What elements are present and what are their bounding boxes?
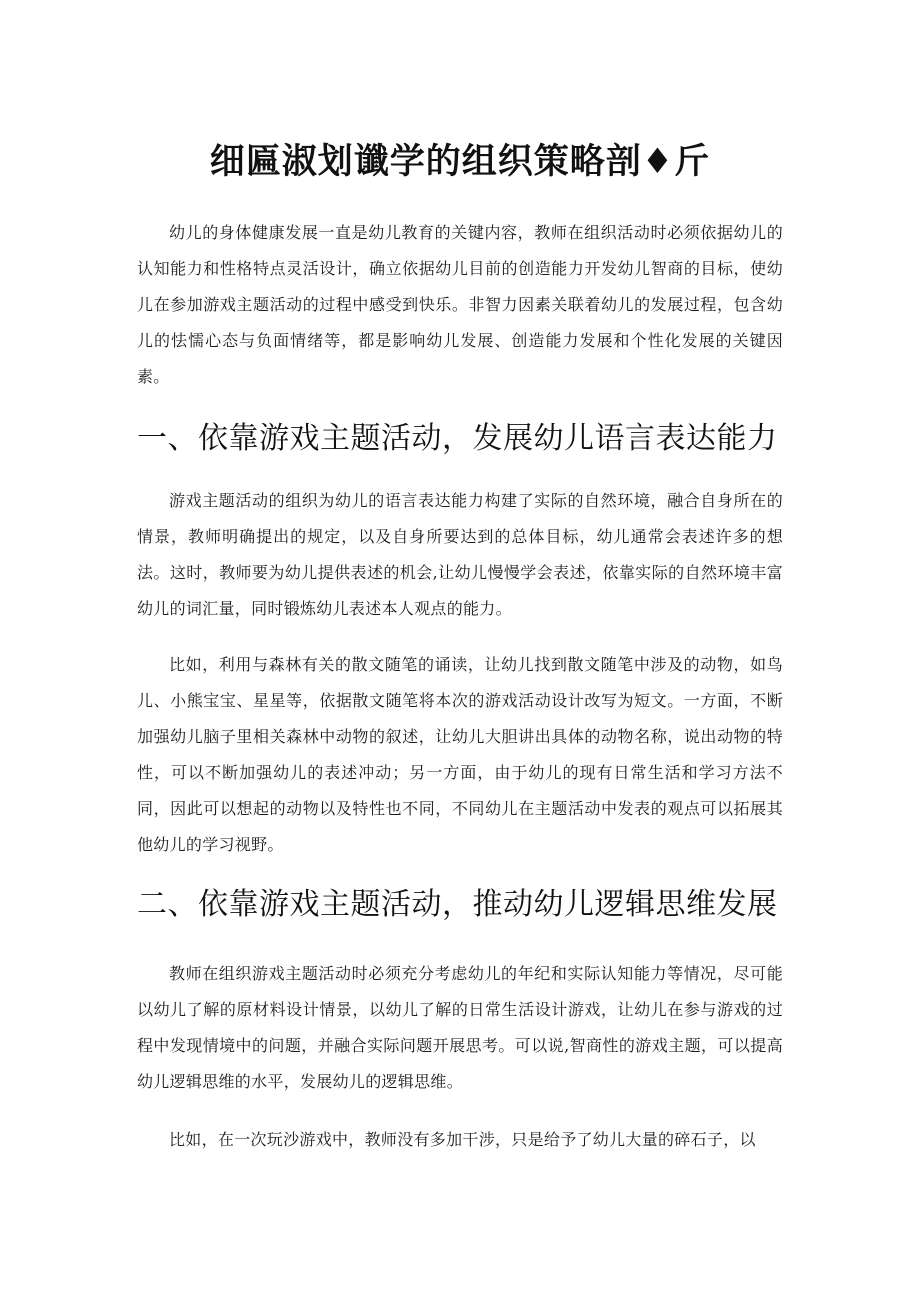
section-1-paragraph-2: 比如，利用与森林有关的散文随笔的诵读，让幼儿找到散文随笔中涉及的动物，如鸟儿、小熊宝宝、星星等，依据散文随笔将本次的游戏活动设计改写为短文。一方面，不断加强幼儿脑子里相关森林中动物的叙述，让幼儿大胆讲出具体的动物名称，说出动物的特性，可以不断加强幼儿的表述冲动；另一方面，由于幼儿的现有日常生活和学习方法不同，因此可以想起的动物以及特性也不同，不同幼儿在主题活动中发表的观点可以拓展其他幼儿的学习视野。 (137, 655, 783, 854)
section-2-paragraph-1: 教师在组织游戏主题活动时必须充分考虑幼儿的年纪和实际认知能力等情况，尽可能以幼儿了解的原材料设计情景，以幼儿了解的日常生活设计游戏，让幼儿在参与游戏的过程中发现情境中的问题，并融合实际问题开展思考。可以说,智商性的游戏主题，可以提高幼儿逻辑思维的水平，发展幼儿的逻辑思维。 (137, 964, 783, 1091)
section-1-heading: 一、依靠游戏主题活动，发展幼儿语言表达能力 (137, 421, 778, 456)
intro-paragraph: 幼儿的身体健康发展一直是幼儿教育的关键内容，教师在组织活动时必须依据幼儿的认知能力和性格特点灵活设计，确立依据幼儿目前的创造能力开发幼儿智商的目标，使幼儿在参加游戏主题活动的过程中感受到快乐。非智力因素关联着幼儿的发展过程，包含幼儿的怯懦心态与负面情绪等，都是影响幼儿发展、创造能力发展和个性化发展的关键因素。 (137, 223, 783, 386)
document-title: 细匾淑划谶学的组织策略剖♦斤 (209, 142, 711, 182)
section-2-heading: 二、依靠游戏主题活动，推动幼儿逻辑思维发展 (137, 887, 778, 922)
section-2-paragraph-2: 比如，在一次玩沙游戏中，教师没有多加干涉，只是给予了幼儿大量的碎石子，以 (169, 1130, 756, 1149)
section-1-paragraph-1: 游戏主题活动的组织为幼儿的语言表达能力构建了实际的自然环境，融合自身所在的情景，教师明确提出的规定，以及自身所要达到的总体目标，幼儿通常会表述许多的想法。这时，教师要为幼儿提供表述的机会,让幼儿慢慢学会表述，依靠实际的自然环境丰富幼儿的词汇量，同时锻炼幼儿表述本人观点的能力。 (137, 491, 783, 618)
